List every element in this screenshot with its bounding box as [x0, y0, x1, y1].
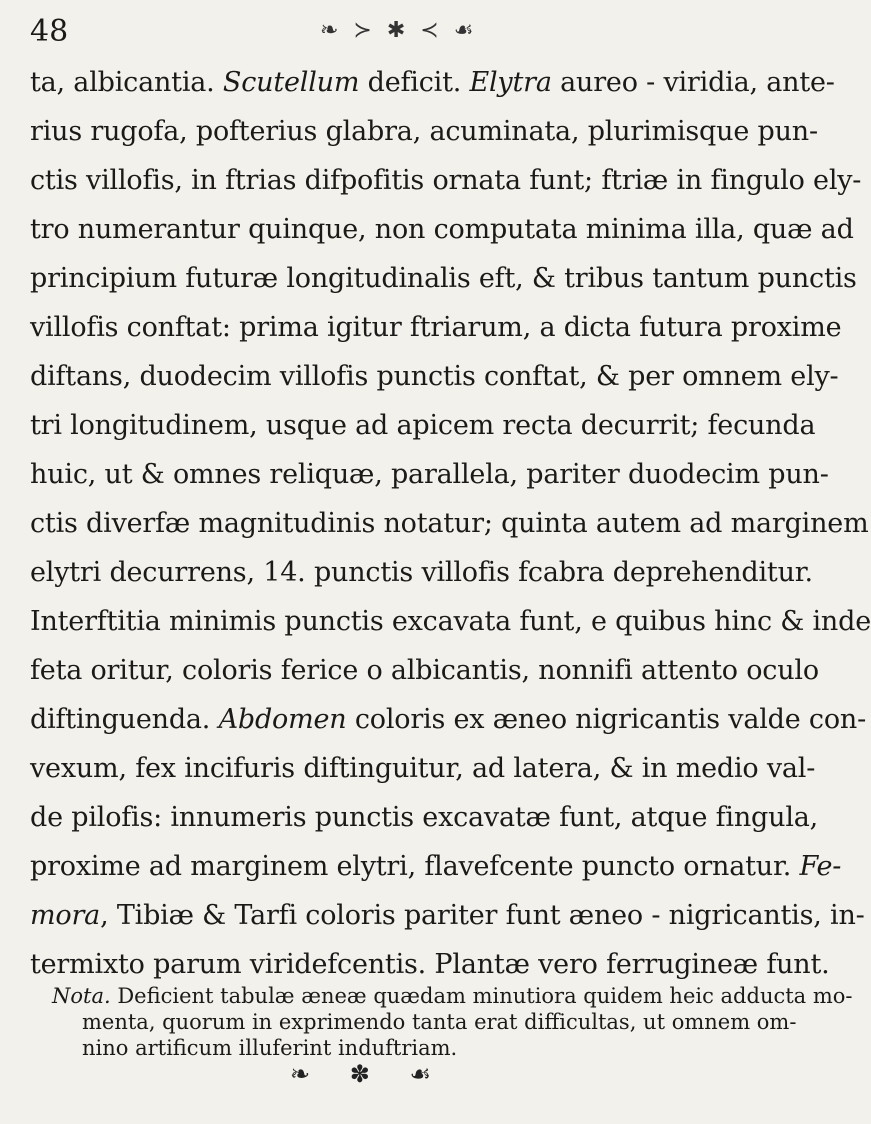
text-line: diftinguenda. Abdomen coloris ex æneo nigricantis valde con- [30, 704, 866, 735]
text-line: termixto parum viridefcentis. Plantæ vero ferrugineæ funt. [30, 949, 830, 980]
text-line: de pilofis: innumeris punctis excavatæ funt, atque fingula, [30, 802, 819, 833]
main-text [30, 58, 871, 989]
text-line: elytri decurrens, 14. punctis villofis fcabra deprehenditur. [30, 557, 813, 588]
page-number: 48 [30, 14, 69, 49]
footnote [52, 983, 853, 1061]
text-line: mora, Tibiæ & Tarfi coloris pariter funt æneo - nigricantis, in- [30, 900, 865, 931]
text-line: rius rugofa, pofterius glabra, acuminata, plurimisque pun- [30, 116, 818, 147]
header-ornament-icon: ❧ ≻ ✱ ≺ ☙ [320, 18, 478, 43]
text-line: ta, albicantia. Scutellum deficit. Elytra aureo - viridia, ante- [30, 67, 835, 98]
text-line: feta oritur, coloris ferice o albicantis, nonnifi attento oculo [30, 655, 819, 686]
text-line: tro numerantur quinque, non computata minima illa, quæ ad [30, 214, 854, 245]
text-line: principium futuræ longitudinalis eft, & tribus tantum punctis [30, 263, 857, 294]
text-line: ctis diverfæ magnitudinis notatur; quinta autem ad marginem [30, 508, 869, 539]
footer-ornament-icon: ❧ ✽ ☙ [290, 1060, 447, 1088]
text-line: diftans, duodecim villofis punctis conftat, & per omnem ely- [30, 361, 839, 392]
text-line: Interftitia minimis punctis excavata funt, e quibus hinc & inde [30, 606, 871, 637]
page-header [30, 14, 781, 54]
text-line: huic, ut & omnes reliquæ, parallela, pariter duodecim pun- [30, 459, 829, 490]
text-line: vexum, fex incifuris diftinguitur, ad latera, & in medio val- [30, 753, 816, 784]
footnote-line: menta, quorum in exprimendo tanta erat difficultas, ut omnem om- [82, 1010, 797, 1034]
text-line: tri longitudinem, usque ad apicem recta decurrit; fecunda [30, 410, 816, 441]
footnote-line: nino artificum illuferint induftriam. [82, 1036, 458, 1060]
footnote-label: Nota. [52, 984, 111, 1008]
text-line: villofis conftat: prima igitur ftriarum, a dicta futura proxime [30, 312, 842, 343]
text-line: proxime ad marginem elytri, flavefcente puncto ornatur. Fe- [30, 851, 842, 882]
footnote-line [52, 983, 853, 1009]
footnote-text: Deficient tabulæ æneæ quædam minutiora quidem heic adducta mo- [117, 984, 853, 1008]
text-line: ctis villofis, in ftrias difpofitis ornata funt; ftriæ in fingulo ely- [30, 165, 862, 196]
